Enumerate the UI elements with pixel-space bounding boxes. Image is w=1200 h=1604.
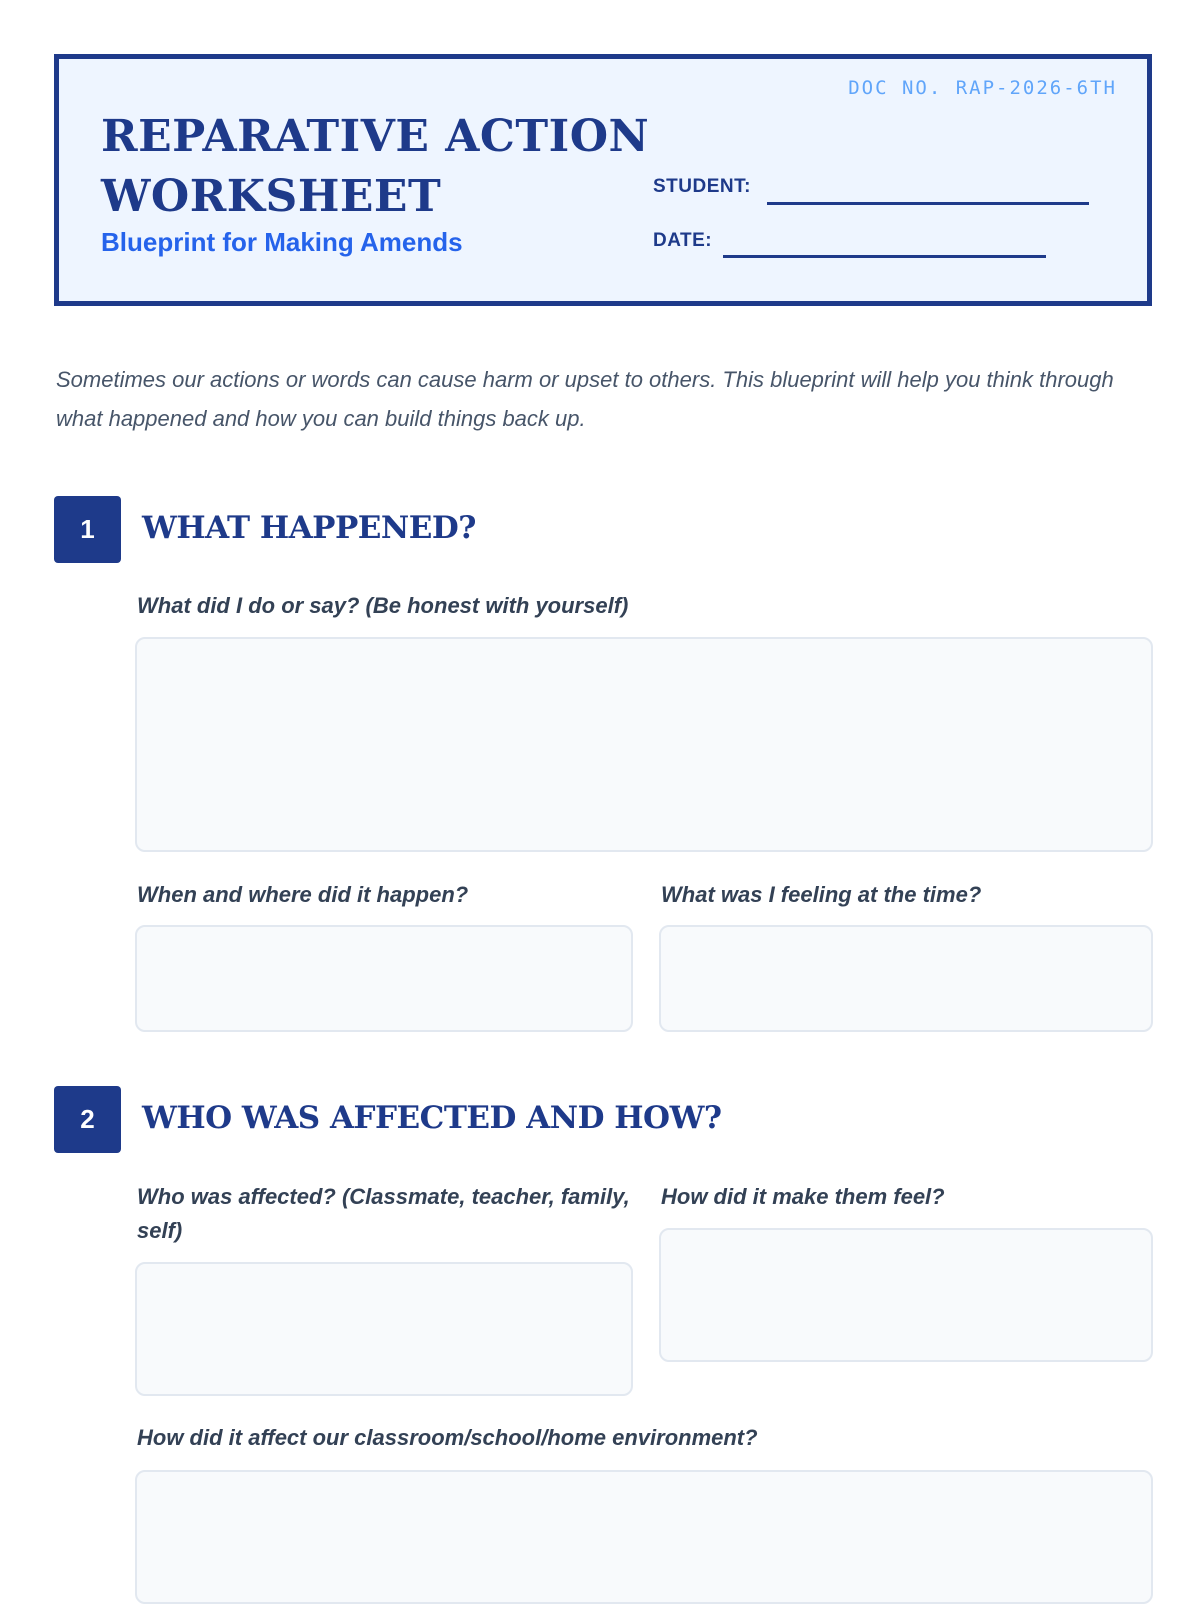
question-label: What did I do or say? (Be honest with yourself) [137, 593, 629, 618]
intro-text: Sometimes our actions or words can cause harm or upset to others. This blueprint will help you think through what happened and how you can build things back up. [56, 367, 1114, 431]
answer-box-feeling[interactable] [659, 925, 1153, 1032]
section-number-badge: 1 [54, 496, 121, 563]
question-label: Who was affected? (Classmate, teacher, family, self) [137, 1184, 630, 1243]
document-number: DOC NO. RAP-2026-6TH [848, 77, 1117, 99]
title-line-2: WORKSHEET [101, 171, 442, 222]
answer-box-what-did-i-do[interactable] [135, 637, 1153, 852]
answer-box-who-affected[interactable] [135, 1262, 633, 1396]
question-label: How did it affect our classroom/school/home environment? [137, 1425, 758, 1450]
question-label: When and where did it happen? [137, 882, 469, 907]
student-field[interactable] [767, 202, 1089, 205]
worksheet-subtitle: Blueprint for Making Amends [101, 227, 463, 257]
section-title: WHO WAS AFFECTED AND HOW? [142, 1100, 722, 1136]
question-label: What was I feeling at the time? [661, 882, 982, 907]
answer-box-environment[interactable] [135, 1470, 1153, 1604]
date-field[interactable] [723, 255, 1046, 258]
section-number-badge: 2 [54, 1086, 121, 1153]
section-title: WHAT HAPPENED? [142, 510, 476, 546]
worksheet-title [101, 107, 649, 227]
question-label: How did it make them feel? [661, 1184, 945, 1209]
title-line-1: REPARATIVE ACTION [101, 111, 650, 162]
student-label: STUDENT: [653, 176, 751, 197]
worksheet-header [54, 54, 1152, 306]
date-label: DATE: [653, 230, 713, 251]
answer-box-when-where[interactable] [135, 925, 633, 1032]
answer-box-how-feel[interactable] [659, 1228, 1153, 1362]
